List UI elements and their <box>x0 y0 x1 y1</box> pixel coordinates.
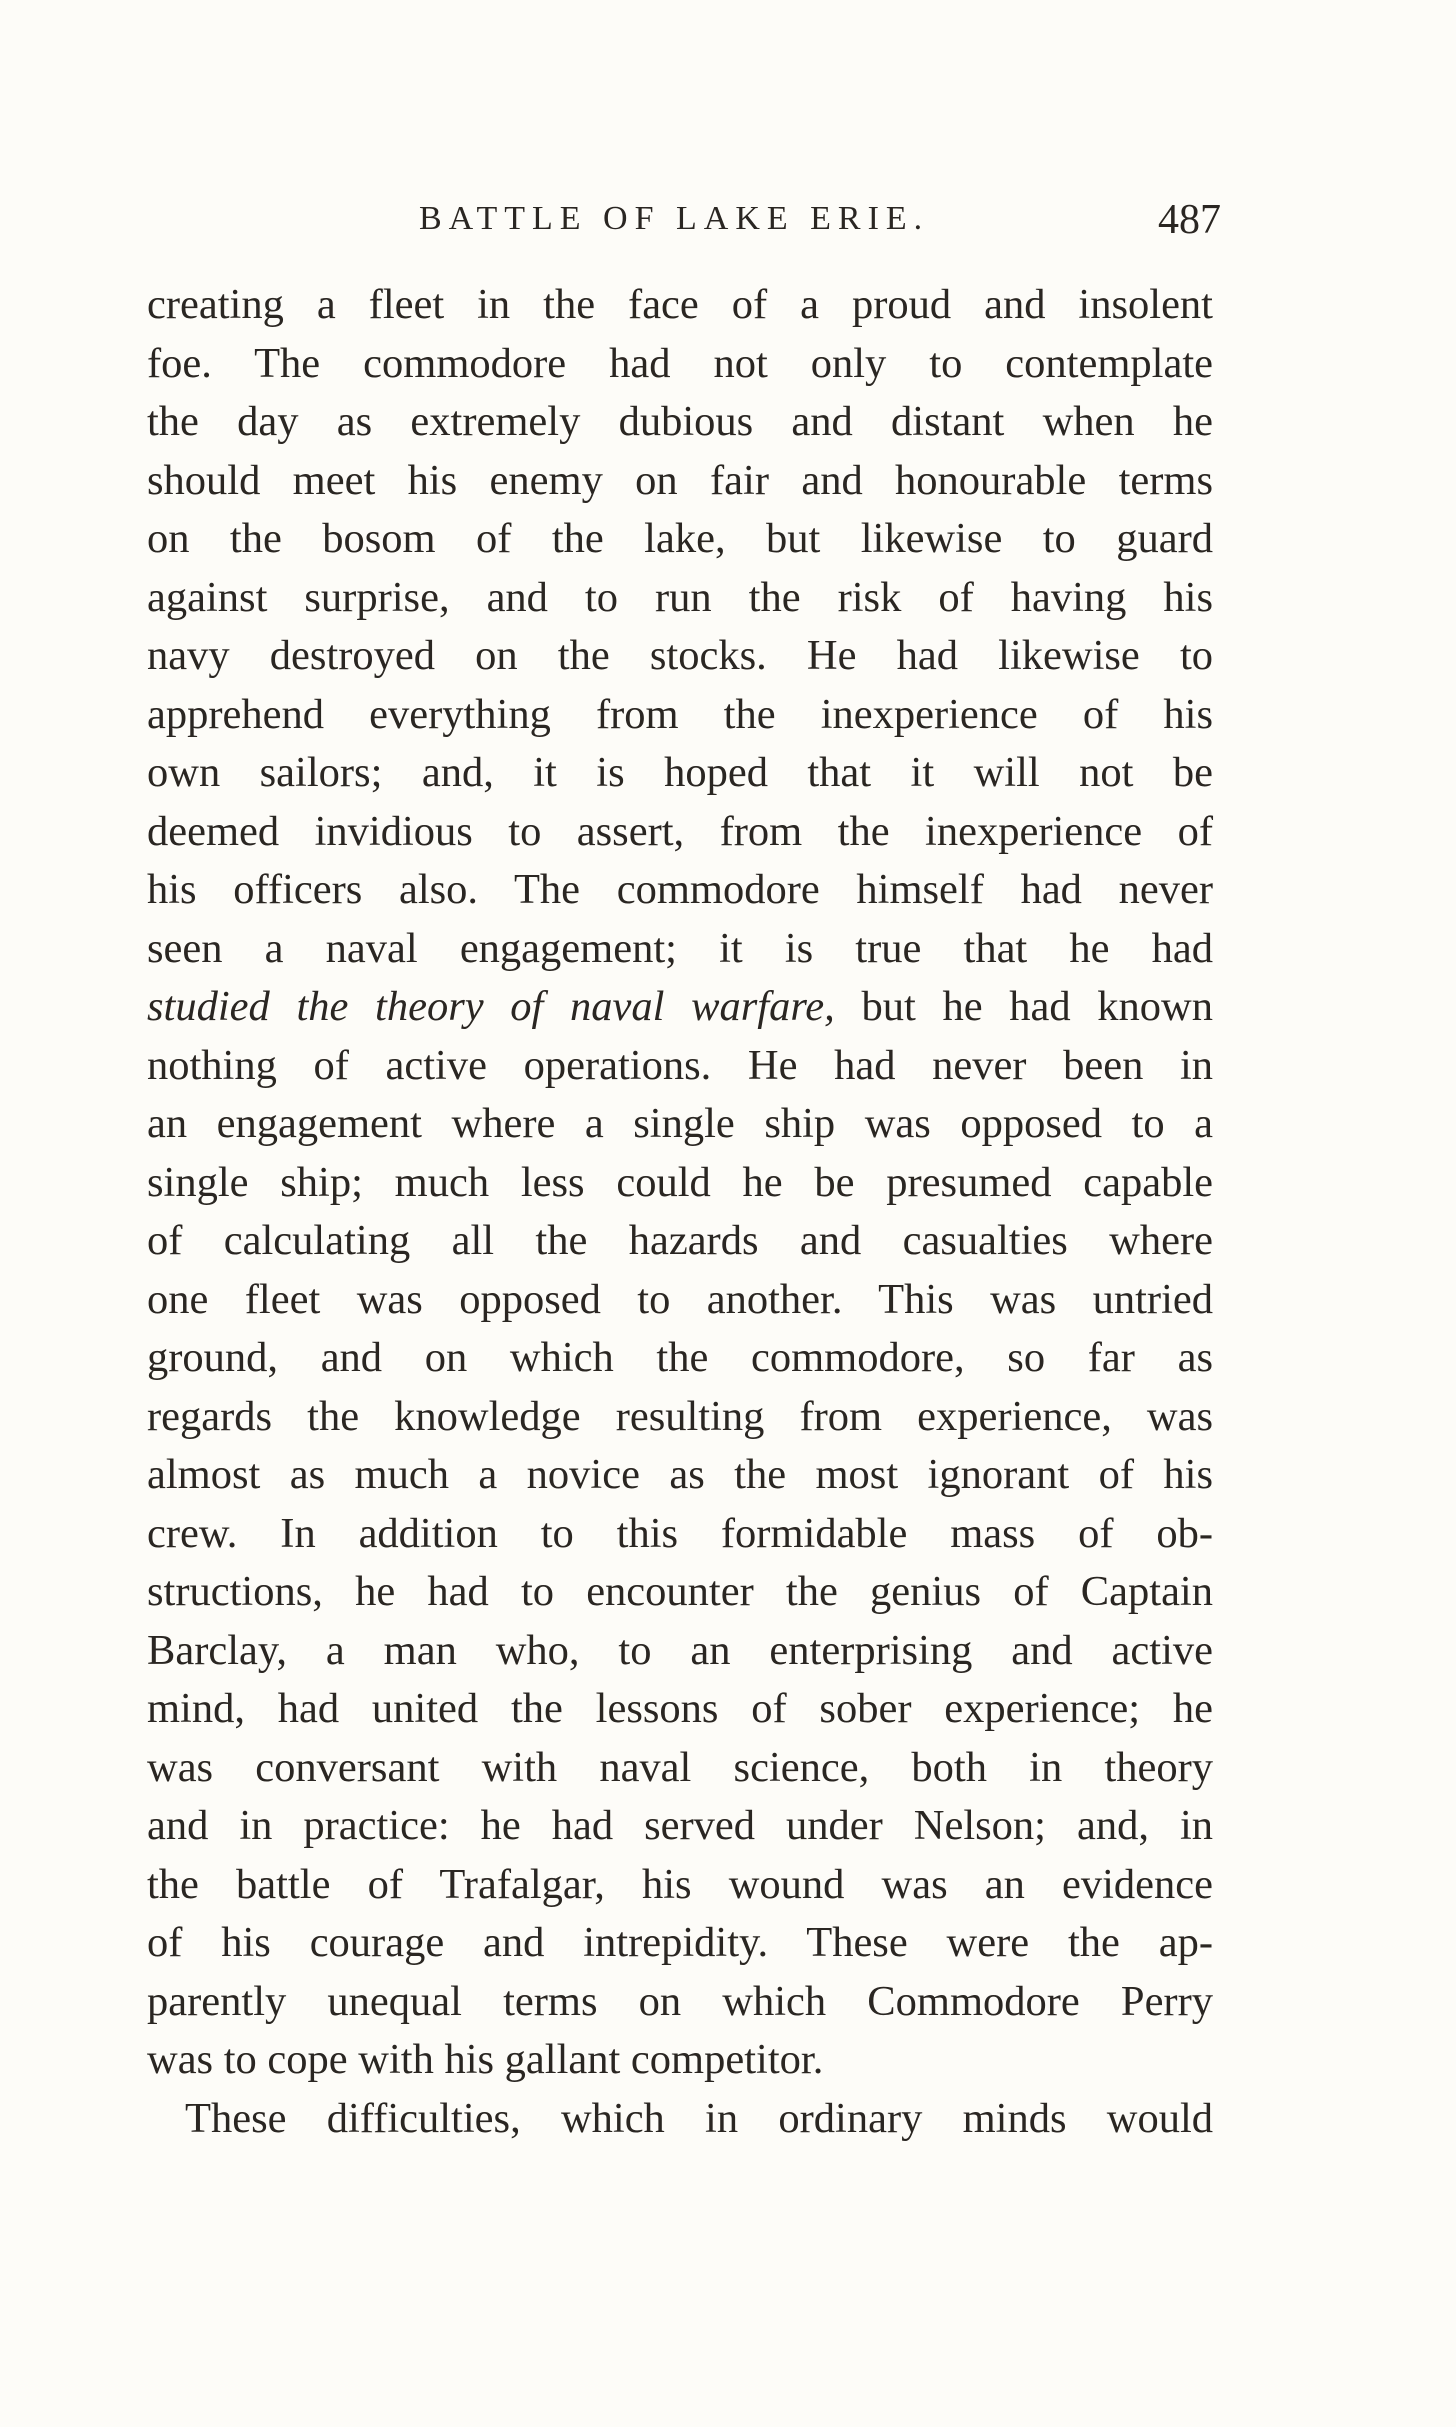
text-line: the day as extremely dubious and distant when he <box>147 398 1213 445</box>
text-line: mind, had united the lessons of sober experience; he <box>147 1685 1213 1732</box>
text-line: seen a naval engagement; it is true that he had <box>147 924 1213 972</box>
text-line: foe. The commodore had not only to contemplate <box>147 339 1213 387</box>
text-line: the battle of Trafalgar, his wound was an evidence <box>147 1860 1213 1908</box>
text-line: regards the knowledge resulting from experience, was <box>147 1392 1213 1440</box>
italic-phrase: studied the theory of naval warfare, <box>147 983 835 1030</box>
text-line: and in practice: he had served under Nelson; and, in <box>147 1802 1213 1849</box>
body-text <box>147 276 1213 2148</box>
text-line: apprehend everything from the inexperience of his <box>147 690 1213 738</box>
running-head: BATTLE OF LAKE ERIE. <box>419 200 930 237</box>
text-line: deemed invidious to assert, from the inexperience of <box>147 807 1213 855</box>
text-line: of his courage and intrepidity. These were the ap- <box>147 1919 1213 1966</box>
text-line: one fleet was opposed to another. This was untried <box>147 1275 1213 1323</box>
text-line: almost as much a novice as the most ignorant of his <box>147 1451 1213 1498</box>
text-line: an engagement where a single ship was opposed to a <box>147 1100 1213 1147</box>
paragraph-end-line: was to cope with his gallant competitor. <box>147 2036 824 2083</box>
text-line: parently unequal terms on which Commodore Perry <box>147 1977 1213 2025</box>
text-line: on the bosom of the lake, but likewise to guard <box>147 515 1213 562</box>
text-line: structions, he had to encounter the genius of Captain <box>147 1568 1213 1615</box>
text-line: should meet his enemy on fair and honourable terms <box>147 456 1213 504</box>
text-line: his officers also. The commodore himself had never <box>147 866 1213 913</box>
text-line-with-italic <box>147 978 1213 1037</box>
text-line: against surprise, and to run the risk of having his <box>147 573 1213 621</box>
page-number: 487 <box>1158 197 1221 243</box>
page-header <box>0 196 1456 256</box>
text-span: but he had known <box>834 983 1213 1030</box>
text-line: Barclay, a man who, to an enterprising and active <box>147 1626 1213 1674</box>
text-line: single ship; much less could he be presumed capable <box>147 1158 1213 1206</box>
text-line: navy destroyed on the stocks. He had likewise to <box>147 632 1213 679</box>
text-line: was conversant with naval science, both in theory <box>147 1743 1213 1791</box>
text-line: creating a fleet in the face of a proud and insolent <box>147 281 1213 328</box>
text-line: nothing of active operations. He had never been in <box>147 1041 1213 1089</box>
text-line: ground, and on which the commodore, so far as <box>147 1334 1213 1381</box>
text-line: own sailors; and, it is hoped that it will not be <box>147 749 1213 796</box>
text-line: of calculating all the hazards and casualties where <box>147 1217 1213 1264</box>
paragraph-start-line: These difficulties, which in ordinary minds would <box>185 2094 1213 2142</box>
text-line: crew. In addition to this formidable mass of ob- <box>147 1509 1213 1557</box>
